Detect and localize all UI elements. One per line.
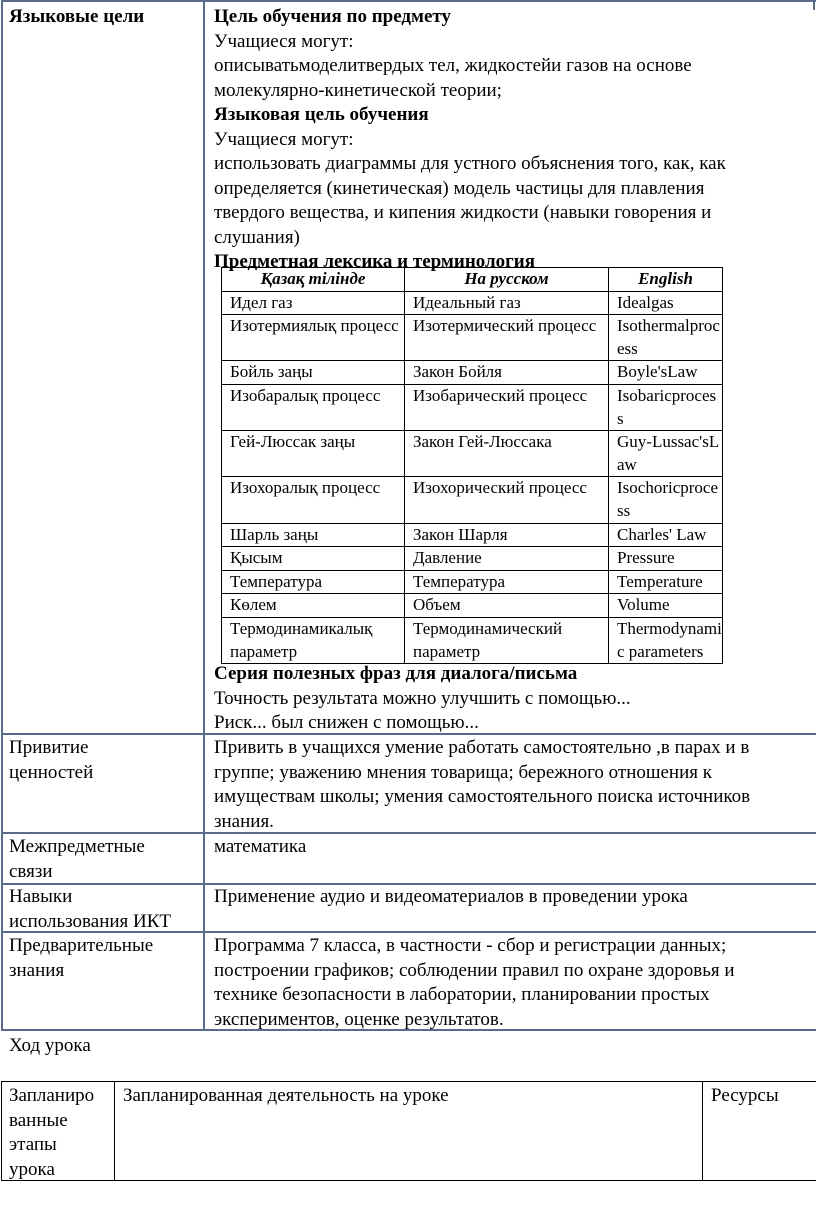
values-label-line: ценностей [9, 761, 94, 783]
vocab-cell-russian: Закон Бойля [405, 361, 609, 385]
vocab-row [222, 291, 723, 315]
vocab-row [222, 384, 723, 430]
interdisciplinary-label [9, 835, 145, 884]
vocab-cell-english: Volume [609, 594, 723, 618]
vocab-row [222, 547, 723, 571]
prior-knowledge-label [9, 934, 153, 983]
prior-knowledge-line: построении графиков; соблюдении правил по охране здоровья и [214, 959, 735, 981]
vocab-cell-kazakh: Қысым [222, 547, 405, 571]
vocab-cell-english: Thermodynamic parameters [609, 617, 723, 663]
vocab-cell-kazakh: Гей-Люссак заңы [222, 431, 405, 477]
values-text [214, 736, 816, 834]
vocab-cell-russian: Изотермический процесс [405, 315, 609, 361]
vocab-title: Предметная лексика и терминология [214, 251, 536, 272]
vocab-cell-kazakh: Температура [222, 570, 405, 594]
vocab-row [222, 431, 723, 477]
vocab-row [222, 523, 723, 547]
vocab-header-english: English [609, 268, 723, 292]
prior-knowledge-text [214, 934, 735, 1032]
vocab-cell-kazakh: Көлем [222, 594, 405, 618]
phrase-item: Точность результата можно улучшить с помощью... [214, 687, 631, 709]
plan-table-border [114, 1081, 115, 1181]
language-goal-text: слушания) [214, 226, 300, 248]
values-text-line: группе; уважению мнения товарища; бережного отношения к [214, 761, 712, 783]
lesson-progress-title: Ход урока [9, 1035, 91, 1056]
table-border-mid [203, 0, 205, 1031]
vocab-cell-russian: Закон Гей-Люссака [405, 431, 609, 477]
plan-table-border [1, 1081, 2, 1181]
phrases-title: Серия полезных фраз для диалога/письма [214, 663, 578, 684]
students-can-1: Учащиеся могут: [214, 30, 354, 52]
vocab-cell-english: Temperature [609, 570, 723, 594]
vocab-row [222, 570, 723, 594]
vocab-row [222, 361, 723, 385]
vocab-cell-english: Isochoricprocess [609, 477, 723, 523]
prior-knowledge-line: технике безопасности в лаборатории, планировании простых [214, 984, 710, 1005]
language-goal-text: использовать диаграммы для устного объяснения того, как, как [214, 153, 726, 174]
plan-col-stages-line: урока [9, 1158, 55, 1180]
language-goal-title: Языковая цель обучения [214, 104, 429, 125]
prior-knowledge-line: экспериментов, оценке результатов. [214, 1008, 504, 1030]
phrases-block [214, 662, 814, 736]
plan-table-border [1, 1180, 816, 1181]
plan-table-border [702, 1081, 703, 1181]
vocab-cell-russian: Изобарический процесс [405, 384, 609, 430]
vocab-row [222, 594, 723, 618]
vocab-cell-kazakh: Изобаралық процесс [222, 384, 405, 430]
ict-text: Применение аудио и видеоматериалов в проведении урока [214, 886, 688, 907]
values-text-line: Привить в учащихся умение работать самостоятельно ,в парах и в [214, 737, 750, 758]
values-label-line: Привитие [9, 737, 89, 758]
vocab-cell-english: Isobaricprocess [609, 384, 723, 430]
ict-label-line: Навыки [9, 886, 73, 907]
plan-table-border [1, 1081, 816, 1082]
vocabulary-table [221, 267, 723, 664]
vocab-cell-russian: Термодинамический параметр [405, 617, 609, 663]
interdisciplinary-label-line: связи [9, 860, 53, 882]
vocab-cell-english: Idealgas [609, 291, 723, 315]
plan-col-activity: Запланированная деятельность на уроке [123, 1085, 449, 1106]
plan-col-stages [9, 1084, 94, 1182]
students-can-2: Учащиеся могут: [214, 128, 354, 150]
subject-goal-text: описыватьмоделитвердых тел, жидкостейи газов на основе [214, 55, 692, 76]
values-text-line: имуществам школы; умения самостоятельного поиска источников [214, 786, 751, 807]
vocab-cell-english: Boyle'sLaw [609, 361, 723, 385]
interdisciplinary-label-line: Межпредметные [9, 836, 145, 857]
vocab-header-russian: На русском [405, 268, 609, 292]
vocab-cell-kazakh: Термодинамикалық параметр [222, 617, 405, 663]
language-goal-text: твердого вещества, и кипения жидкости (навыки говорения и [214, 202, 712, 223]
vocab-row [222, 477, 723, 523]
plan-col-resources: Ресурсы [711, 1085, 779, 1106]
ict-label [9, 885, 171, 934]
plan-col-stages-line: ванные [9, 1109, 68, 1131]
vocab-cell-russian: Закон Шарля [405, 523, 609, 547]
vocab-cell-russian: Давление [405, 547, 609, 571]
subject-goal-title: Цель обучения по предмету [214, 6, 451, 27]
vocab-cell-english: Guy-Lussac'sLaw [609, 431, 723, 477]
phrase-item: Риск... был снижен с помощью... [214, 712, 479, 733]
language-goals-content [214, 5, 814, 275]
interdisciplinary-text: математика [214, 836, 307, 857]
vocab-cell-russian: Идеальный газ [405, 291, 609, 315]
prior-knowledge-line: Программа 7 класса, в частности - сбор и регистрации данных; [214, 935, 727, 956]
values-text-line: знания. [214, 810, 274, 832]
vocab-cell-kazakh: Изохоралық процесс [222, 477, 405, 523]
vocab-cell-russian: Изохорический процесс [405, 477, 609, 523]
vocab-cell-english: Pressure [609, 547, 723, 571]
vocab-header-row [222, 268, 723, 292]
language-goals-label: Языковые цели [9, 6, 145, 27]
prior-knowledge-label-line: Предварительные [9, 935, 154, 956]
vocab-cell-kazakh: Идел газ [222, 291, 405, 315]
vocab-cell-kazakh: Бойль заңы [222, 361, 405, 385]
vocab-cell-kazakh: Изотермиялық процесс [222, 315, 405, 361]
vocab-row [222, 617, 723, 663]
vocab-cell-russian: Температура [405, 570, 609, 594]
vocab-cell-kazakh: Шарль заңы [222, 523, 405, 547]
vocab-header-kazakh: Қазақ тілінде [222, 268, 405, 292]
language-goal-text: определяется (кинетическая) модель частицы для плавления [214, 177, 705, 199]
subject-goal-text: молекулярно-кинетической теории; [214, 79, 502, 101]
vocab-cell-russian: Объем [405, 594, 609, 618]
ict-label-line: использования ИКТ [9, 910, 172, 932]
vocab-cell-english: Isothermalprocess [609, 315, 723, 361]
table-border-left [1, 0, 3, 1031]
values-label [9, 736, 93, 785]
plan-col-stages-line: Запланиро [9, 1085, 95, 1106]
vocab-cell-english: Charles' Law [609, 523, 723, 547]
prior-knowledge-label-line: знания [9, 959, 65, 981]
table-row-line [1, 0, 816, 2]
vocab-row [222, 315, 723, 361]
plan-col-stages-line: этапы [9, 1134, 57, 1155]
